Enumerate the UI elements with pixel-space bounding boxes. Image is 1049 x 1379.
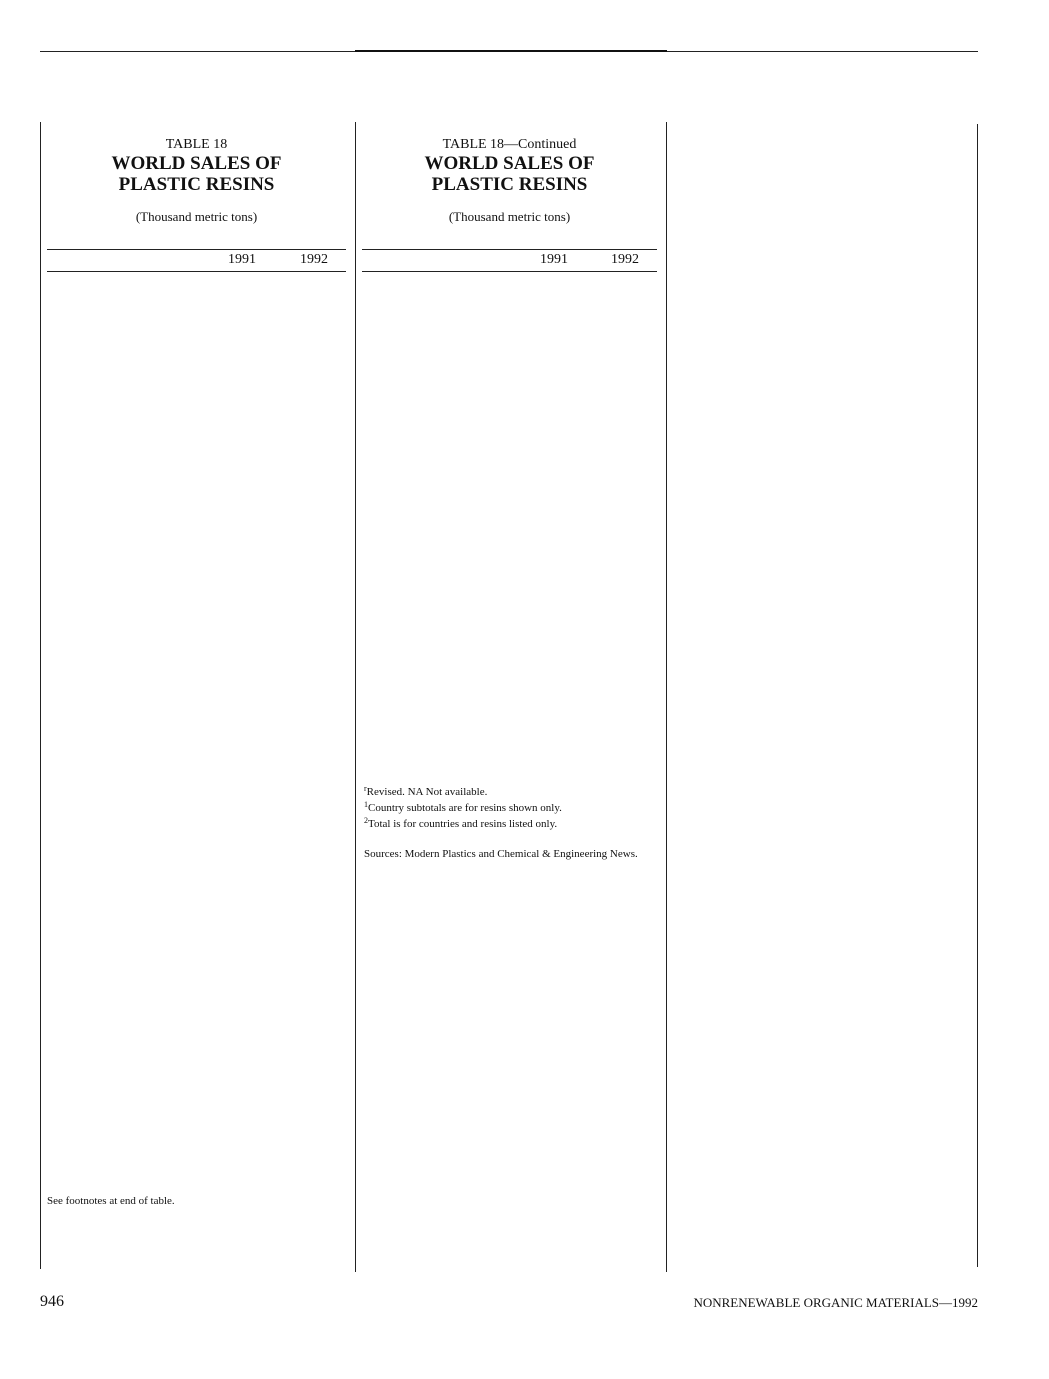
right-table-heading (362, 136, 657, 225)
year-header-1992: 1992 (611, 252, 639, 267)
column-divider (977, 124, 978, 1267)
footnote-marker: r (364, 784, 367, 793)
column-divider (40, 122, 41, 1269)
right-table (362, 249, 657, 272)
table-units: (Thousand metric tons) (135, 209, 258, 224)
footnote-marker: 1 (364, 800, 368, 809)
column-divider (666, 122, 667, 1272)
column-divider (355, 122, 356, 1272)
footnote-2: $^2$Total is for countries and resins listed only. (364, 816, 558, 830)
running-footer: NONRENEWABLE ORGANIC MATERIALS—1992 (693, 1295, 978, 1310)
year-header-1991: 1991 (228, 252, 256, 267)
left-table (47, 249, 346, 272)
footnote-revised: $^r$Revised. NA Not available. (364, 784, 488, 798)
table-header-row (362, 249, 657, 272)
table-title-line1: WORLD SALES OF (424, 153, 595, 174)
sources-note: Sources: Modern Plastics and Chemical & Engineering News. (364, 848, 638, 860)
table-title-line1: WORLD SALES OF (111, 153, 282, 174)
left-footnote: See footnotes at end of table. (47, 1195, 175, 1207)
top-rule-thick (355, 50, 667, 52)
table-units: (Thousand metric tons) (448, 209, 571, 224)
table-label: TABLE 18 (165, 137, 228, 152)
footnote-1: $^1$Country subtotals are for resins shown only. (364, 800, 562, 814)
table-title-line2: PLASTIC RESINS (118, 174, 275, 195)
table-header-row (47, 249, 346, 272)
year-header-1991: 1991 (540, 252, 568, 267)
table-label: TABLE 18—Continued (442, 137, 577, 152)
right-footnotes (364, 784, 654, 862)
table-title-line2: PLASTIC RESINS (431, 174, 588, 195)
year-header-1992: 1992 (300, 252, 328, 267)
footnote-marker: 2 (364, 816, 368, 825)
page-number: 946 (40, 1293, 64, 1310)
left-table-heading (47, 136, 346, 225)
